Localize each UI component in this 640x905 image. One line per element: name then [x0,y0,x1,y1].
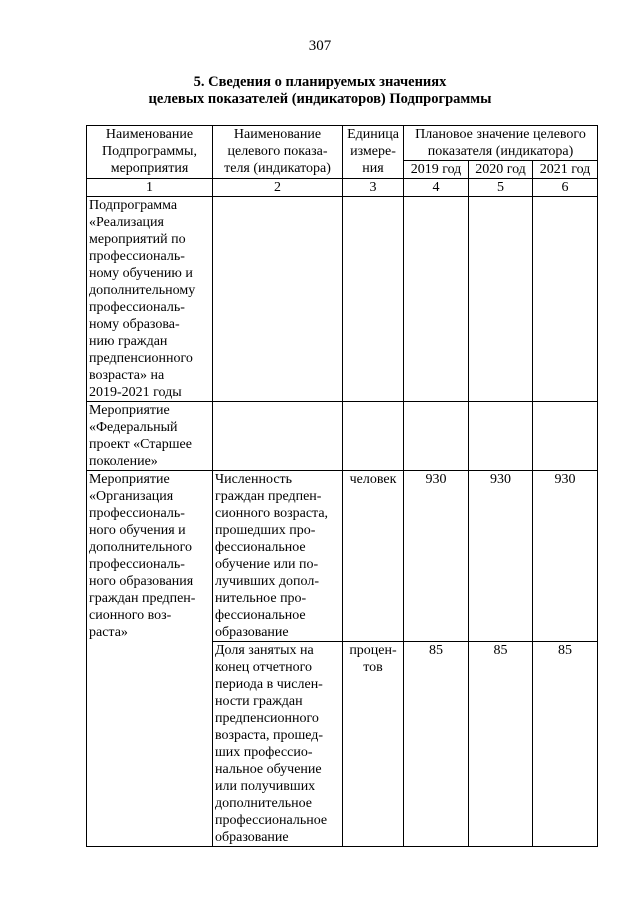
empty-cell [404,402,469,471]
column-number: 5 [469,179,533,197]
column-number: 2 [213,179,343,197]
empty-cell [213,197,343,402]
indicator-value-2019: 85 [404,642,469,847]
header-planned-value: Плановое значение целевого показателя (индикатора) [404,126,598,161]
federal-project-cell: Мероприятие «Федеральный проект «Старшее поколение» [87,402,213,471]
column-number: 6 [533,179,598,197]
header-unit: Единица измере- ния [343,126,404,179]
indicators-table [86,125,598,847]
indicator-value-2020: 930 [469,471,533,642]
column-numbers-row [87,179,598,197]
indicator-value-2020: 85 [469,642,533,847]
section-title-line-2: целевых показателей (индикаторов) Подпрограммы [148,91,492,107]
column-number: 1 [87,179,213,197]
measure-name-cell: Мероприятие «Организация профессиональ- ного обучения и дополнительного профессиональ- ного образования граждан предпен- сионного воз- раста» [87,471,213,847]
indicator-unit-cell: процен- тов [343,642,404,847]
indicator-value-2019: 930 [404,471,469,642]
table-row-subprogram [87,197,598,402]
empty-cell [533,197,598,402]
column-number: 4 [404,179,469,197]
header-year-2019: 2019 год [404,161,469,179]
empty-cell [469,402,533,471]
indicator-value-2021: 930 [533,471,598,642]
subprogram-name-cell: Подпрограмма «Реализация мероприятий по профессиональ- ному обучению и дополнительному профессиональ- ному образова- нию граждан предпенсионного возраста» на 2019-2021 годы [87,197,213,402]
indicator-name-cell: Доля занятых на конец отчетного периода в числен- ности граждан предпенсионного возраста, прошед- ших профессио- нальное обучение или получивших дополнительное профессиональное образование [213,642,343,847]
empty-cell [533,402,598,471]
empty-cell [213,402,343,471]
empty-cell [343,197,404,402]
indicator-value-2021: 85 [533,642,598,847]
header-indicator-name: Наименование целевого показа- теля (индикатора) [213,126,343,179]
header-row [87,126,598,161]
empty-cell [343,402,404,471]
section-title-line-1: 5. Сведения о планируемых значениях [193,74,447,90]
empty-cell [469,197,533,402]
indicator-unit-cell: человек [343,471,404,642]
empty-cell [404,197,469,402]
header-year-2021: 2021 год [533,161,598,179]
header-year-2020: 2020 год [469,161,533,179]
table-row-indicator-1 [87,471,598,642]
table-row-federal-project [87,402,598,471]
header-subprogram-name: Наименование Подпрограммы, мероприятия [87,126,213,179]
column-number: 3 [343,179,404,197]
indicator-name-cell: Численность граждан предпен- сионного возраста, прошедших про- фессиональное обучение или по- лучивших допол- нительное про- фессиональное образование [213,471,343,642]
section-title [0,74,640,108]
page-number: 307 [308,38,332,54]
